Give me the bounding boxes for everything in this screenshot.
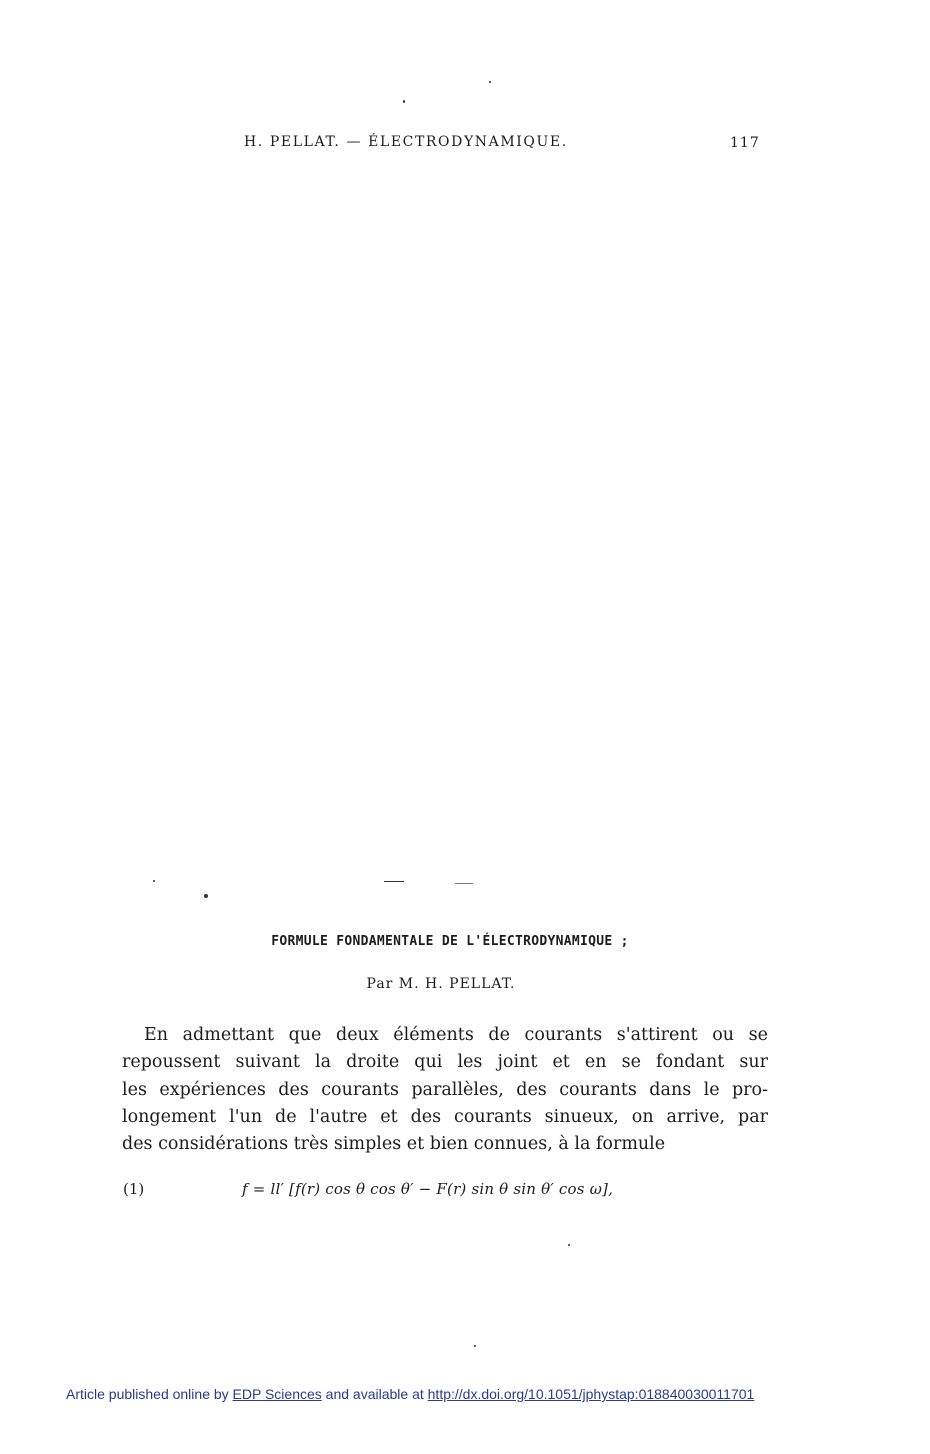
paragraph-line: des considérations très simples et bien connues, à la formule [122,1134,666,1155]
paragraph-line: En admettant que deux éléments de courants s'attirent ou se [144,1025,768,1045]
publisher-link[interactable]: EDP Sciences [232,1386,322,1402]
scan-dash [384,881,404,882]
equation-number: (1) [123,1180,145,1198]
footer-notice [66,1386,754,1402]
scan-speck [403,100,405,103]
paragraph-line: repoussent suivant la droite qui les joint et en se fondant sur [122,1052,768,1073]
scan-speck [153,880,155,882]
paragraph-line: les expériences des courants parallèles, des courants dans le pro- [122,1079,768,1100]
scan-speck [204,894,208,898]
body-paragraph [122,1022,768,1158]
article-byline: Par M. H. PELLAT. [366,976,516,992]
page-number: 117 [730,135,760,151]
paragraph-line: longement l'un de l'autre et des courants sinueux, on arrive, par [122,1106,768,1127]
equation: f = ll′ [f(r) cos θ cos θ′ − F(r) sin θ sin θ′ cos ω], [242,1180,614,1198]
scan-dash [455,883,473,884]
footer-middle: and available at [321,1386,428,1402]
scan-speck [568,1244,570,1246]
footer-prefix: Article published online by [66,1386,233,1402]
running-head: H. PELLAT. — ÉLECTRODYNAMIQUE. [244,134,568,150]
scan-speck [489,81,491,83]
doi-link[interactable]: http://dx.doi.org/10.1051/jphystap:018840030011701 [427,1386,755,1402]
article-title: FORMULE FONDAMENTALE DE L'ÉLECTRODYNAMIQUE ; [271,934,629,949]
scan-speck [474,1345,476,1347]
